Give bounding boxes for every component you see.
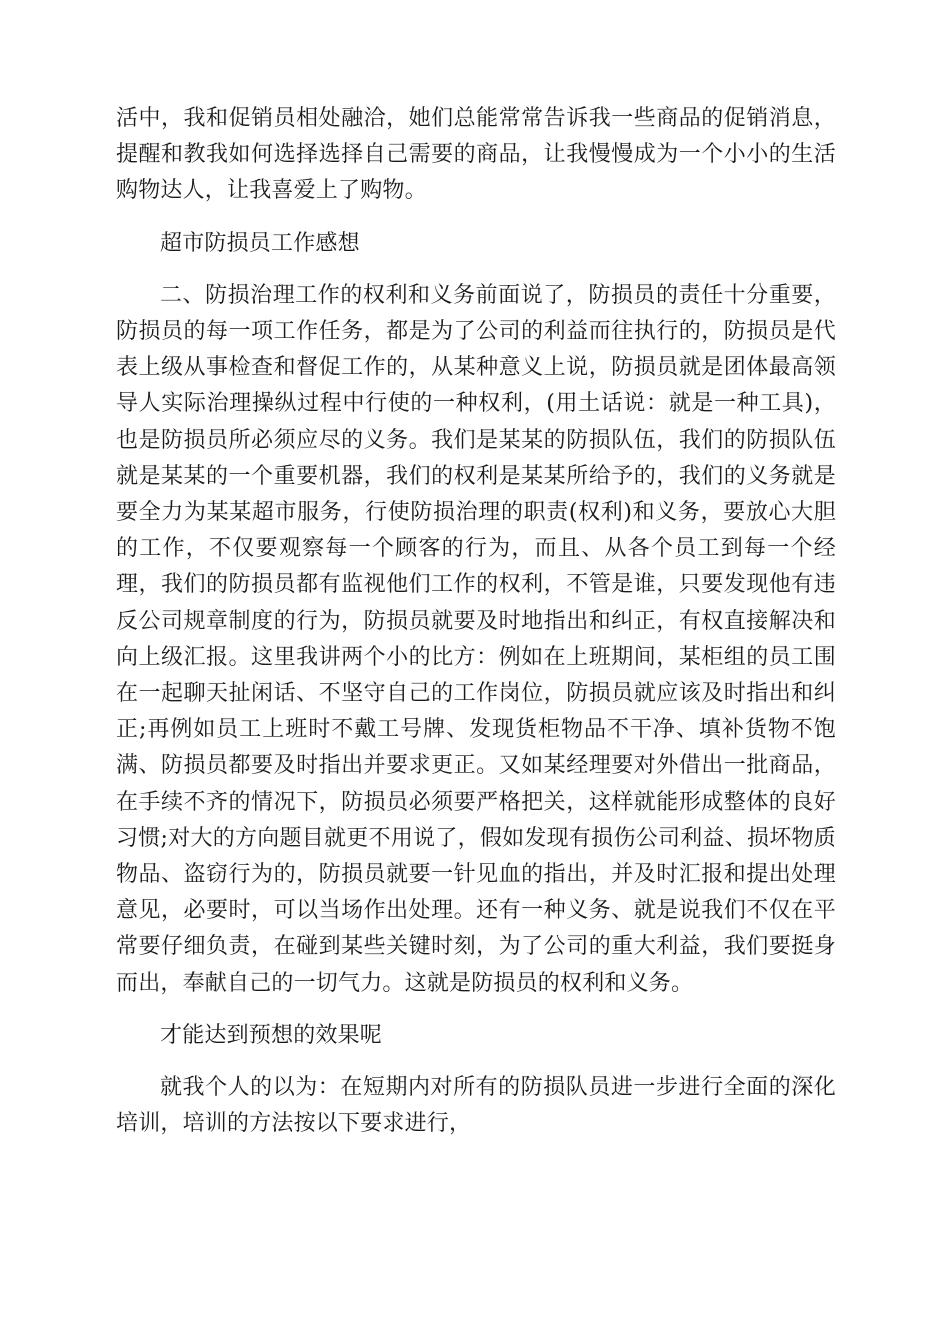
document-page bbox=[116, 101, 836, 1158]
section-heading-expected-effect: 才能达到预想的效果呢 bbox=[160, 1022, 383, 1048]
section-heading-loss-prevention: 超市防损员工作感想 bbox=[160, 230, 360, 256]
paragraph-continued: 活中，我和促销员相处融洽，她们总能常常告诉我一些商品的促销消息，提醒和教我如何选择选择自己需要的商品，让我慢慢成为一个小小的生活购物达人，让我喜爱上了购物。 bbox=[116, 106, 836, 204]
paragraph-rights-and-duties: 二、防损治理工作的权利和义务前面说了，防损员的责任十分重要，防损员的每一项工作任务，都是为了公司的利益而往执行的，防损员是代表上级从事检查和督促工作的，从某种意义上说，防损员就是团体最高领导人实际治理操纵过程中行使的一种权利，(用土话说：就是一种工具)，也是防损员所必须应尽的义务。我们是某某的防损队伍，我们的防损队伍就是某某的一个重要机器，我们的权利是某某所给予的，我们的义务就是要全力为某某超市服务，行使防损治理的职责(权利)和义务，要放心大胆的工作，不仅要观察每一个顾客的行为，而且、从各个员工到每一个经理，我们的防损员都有监视他们工作的权利，不管是谁，只要发现他有违反公司规章制度的行为，防损员就要及时地指出和纠正，有权直接解决和向上级汇报。这里我讲两个小的比方：例如在上班期间，某柜组的员工围在一起聊天扯闲话、不坚守自己的工作岗位，防损员就应该及时指出和纠正;再例如员工上班时不戴工号牌、发现货柜物品不干净、填补货物不饱满、防损员都要及时指出并要求更正。又如某经理要对外借出一批商品，在手续不齐的情况下，防损员必须要严格把关，这样就能形成整体的良好习惯;对大的方向题目就更不用说了，假如发现有损伤公司利益、损坏物质物品、盗窃行为的，防损员就要一针见血的指出，并及时汇报和提出处理意见，必要时，可以当场作出处理。还有一种义务、就是说我们不仅在平常要仔细负责，在碰到某些关键时刻，为了公司的重大利益，我们要挺身而出，奉献自己的一切气力。这就是防损员的权利和义务。 bbox=[116, 282, 836, 996]
paragraph-training: 就我个人的以为：在短期内对所有的防损队员进一步进行全面的深化培训，培训的方法按以下要求进行， bbox=[116, 1075, 836, 1137]
